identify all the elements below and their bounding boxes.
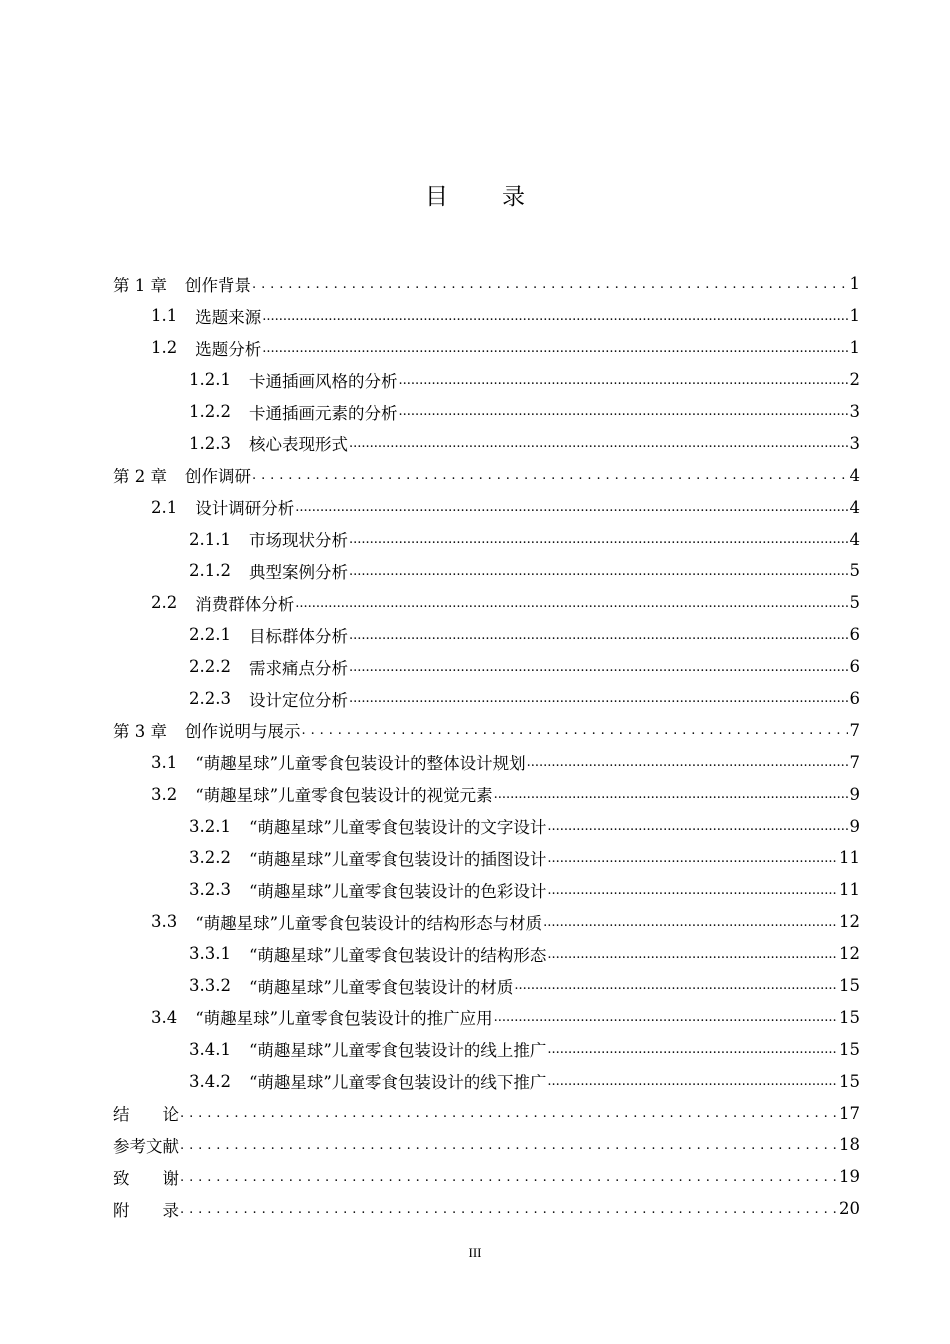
toc-entry-page: 15 [839, 1007, 860, 1027]
toc-entry-page: 6 [849, 689, 860, 709]
toc-entry-number: 1.2 [151, 338, 178, 358]
toc-dot-leader [398, 402, 847, 422]
toc-entry[interactable] [113, 714, 860, 746]
toc-dot-leader [543, 912, 837, 932]
toc-entry[interactable] [113, 364, 860, 396]
toc-entry-page: 9 [849, 784, 860, 804]
toc-entry[interactable] [113, 1065, 860, 1097]
toc-dot-leader [180, 1167, 837, 1187]
toc-dot-leader [398, 370, 847, 390]
toc-entry-title: 卡通插画风格的分析 [248, 371, 398, 391]
toc-entry-title: 附 录 [113, 1200, 179, 1220]
toc-entry-title: “萌趣星球”儿童零食包装设计的色彩设计 [248, 881, 547, 901]
toc-entry-number: 1.2.3 [189, 433, 231, 453]
toc-dot-leader [494, 784, 848, 804]
toc-dot-leader [349, 529, 848, 549]
toc-dot-leader [252, 274, 848, 294]
toc-entry-number: 第 2 章 [113, 467, 167, 487]
table-of-contents [113, 268, 860, 1225]
toc-entry-number: 3.4.1 [189, 1039, 231, 1059]
toc-entry-page: 6 [849, 625, 860, 645]
toc-entry-page: 12 [839, 912, 860, 932]
page-number-footer: III [468, 1245, 482, 1260]
toc-entry-title: “萌趣星球”儿童零食包装设计的结构形态与材质 [195, 913, 543, 933]
toc-entry[interactable] [113, 970, 860, 1002]
toc-entry-title: 市场现状分析 [248, 531, 348, 551]
toc-entry-page: 17 [839, 1103, 860, 1123]
toc-entry-title: 目标群体分析 [248, 626, 348, 646]
toc-entry-page: 4 [849, 497, 860, 517]
toc-entry-number: 3.3.2 [189, 976, 231, 996]
toc-dot-leader [349, 657, 848, 677]
toc-entry-number: 3.2 [151, 784, 178, 804]
toc-entry-title: 选题来源 [195, 307, 262, 327]
toc-dot-leader [494, 1008, 837, 1028]
toc-entry-number: 3.3.1 [189, 944, 231, 964]
toc-entry-title: “萌趣星球”儿童零食包装设计的线上推广 [248, 1041, 547, 1061]
toc-entry-title: 创作说明与展示 [185, 722, 301, 742]
toc-entry[interactable] [113, 1161, 860, 1193]
toc-entry[interactable] [113, 683, 860, 715]
toc-entry-page: 19 [839, 1167, 860, 1187]
toc-entry-page: 9 [849, 816, 860, 836]
toc-entry-page: 18 [839, 1135, 860, 1155]
toc-entry[interactable] [113, 300, 860, 332]
toc-entry-number: 2.1 [151, 497, 178, 517]
toc-entry-page: 11 [839, 848, 860, 868]
toc-entry[interactable] [113, 651, 860, 683]
toc-entry[interactable] [113, 1033, 860, 1065]
toc-entry-title: 创作背景 [185, 275, 251, 295]
toc-entry[interactable] [113, 619, 860, 651]
toc-entry[interactable] [113, 587, 860, 619]
toc-dot-leader [547, 1039, 837, 1059]
toc-dot-leader [180, 1199, 837, 1219]
toc-entry[interactable] [113, 459, 860, 491]
toc-entry-number: 3.3 [151, 912, 178, 932]
toc-entry[interactable] [113, 746, 860, 778]
toc-entry-number: 3.4.2 [189, 1071, 231, 1091]
toc-dot-leader [180, 1103, 837, 1123]
toc-entry-number: 1.1 [151, 306, 178, 326]
toc-entry-title: 卡通插画元素的分析 [248, 403, 398, 423]
toc-entry-number: 3.2.1 [189, 816, 231, 836]
toc-dot-leader [547, 944, 837, 964]
toc-entry-title: 核心表现形式 [248, 435, 348, 455]
toc-entry-title: 设计定位分析 [248, 690, 348, 710]
toc-entry[interactable] [113, 523, 860, 555]
toc-dot-leader [295, 593, 847, 613]
toc-entry[interactable] [113, 1001, 860, 1033]
toc-entry-number: 2.1.2 [189, 561, 231, 581]
toc-entry-number: 2.1.1 [189, 529, 231, 549]
toc-entry[interactable] [113, 396, 860, 428]
toc-entry-number: 3.4 [151, 1007, 178, 1027]
toc-entry-number: 1.2.2 [189, 402, 231, 421]
toc-entry-title: “萌趣星球”儿童零食包装设计的插图设计 [248, 849, 547, 869]
toc-entry-number: 2.2 [151, 593, 178, 613]
page-title [0, 178, 950, 211]
toc-entry-number: 3.1 [151, 752, 178, 772]
toc-entry-title: 选题分析 [195, 339, 262, 359]
toc-entry-page: 5 [849, 593, 860, 613]
toc-entry-title: “萌趣星球”儿童零食包装设计的材质 [248, 977, 514, 997]
toc-dot-leader [349, 561, 848, 581]
toc-entry-page: 20 [839, 1199, 860, 1219]
toc-entry-page: 1 [849, 274, 860, 294]
toc-entry-page: 1 [849, 306, 860, 326]
toc-entry[interactable] [113, 842, 860, 874]
toc-entry[interactable] [113, 810, 860, 842]
toc-entry-number: 3.2.3 [189, 880, 231, 900]
toc-entry[interactable] [113, 427, 860, 459]
toc-entry-title: “萌趣星球”儿童零食包装设计的推广应用 [195, 1009, 493, 1029]
toc-entry-number: 2.2.1 [189, 625, 231, 645]
toc-entry-number: 3.2.2 [189, 848, 231, 868]
toc-entry-number: 1.2.1 [189, 370, 231, 390]
toc-entry[interactable] [113, 938, 860, 970]
toc-entry-title: 致 谢 [113, 1168, 179, 1188]
toc-dot-leader [302, 721, 848, 741]
toc-entry-number: 第 1 章 [113, 275, 167, 295]
toc-dot-leader [349, 625, 848, 645]
toc-entry-page: 7 [849, 752, 860, 772]
toc-entry-page: 12 [839, 944, 860, 964]
toc-entry-title: 需求痛点分析 [248, 658, 348, 678]
toc-entry-page: 2 [849, 370, 860, 390]
toc-entry-page: 3 [849, 402, 860, 421]
toc-entry-number: 2.2.3 [189, 689, 231, 709]
title-char-2: 录 [502, 184, 525, 210]
toc-dot-leader [527, 752, 848, 772]
toc-entry-title: 消费群体分析 [195, 594, 295, 614]
toc-entry-page: 11 [839, 880, 860, 900]
toc-entry[interactable] [113, 906, 860, 938]
toc-entry-title: “萌趣星球”儿童零食包装设计的线下推广 [248, 1073, 547, 1093]
toc-entry[interactable] [113, 1193, 860, 1225]
toc-entry[interactable] [113, 555, 860, 587]
toc-entry-title: “萌趣星球”儿童零食包装设计的结构形态 [248, 945, 547, 965]
toc-entry-page: 15 [839, 1039, 860, 1059]
toc-entry[interactable] [113, 778, 860, 810]
toc-dot-leader [514, 976, 837, 996]
toc-entry-page: 7 [849, 720, 860, 740]
toc-entry[interactable] [113, 332, 860, 364]
toc-entry-title: “萌趣星球”儿童零食包装设计的视觉元素 [195, 786, 493, 806]
toc-entry-title: 典型案例分析 [248, 562, 348, 582]
toc-entry-page: 3 [849, 433, 860, 453]
toc-entry-title: 参考文献 [113, 1136, 179, 1156]
toc-entry[interactable] [113, 874, 860, 906]
toc-entry-number: 第 3 章 [113, 722, 167, 742]
toc-dot-leader [349, 434, 848, 454]
toc-entry[interactable] [113, 268, 860, 300]
toc-entry-title: 创作调研 [185, 467, 251, 487]
toc-dot-leader [547, 1071, 837, 1091]
toc-entry[interactable] [113, 491, 860, 523]
title-char-1: 目 [425, 184, 448, 210]
toc-entry-title: “萌趣星球”儿童零食包装设计的整体设计规划 [195, 754, 526, 774]
toc-entry-page: 15 [839, 976, 860, 996]
toc-entry-page: 4 [849, 465, 860, 485]
toc-dot-leader [547, 880, 837, 900]
toc-dot-leader [180, 1135, 837, 1155]
toc-entry-title: 设计调研分析 [195, 499, 295, 519]
toc-dot-leader [547, 816, 847, 836]
toc-dot-leader [295, 497, 847, 517]
toc-entry-page: 5 [849, 561, 860, 581]
toc-entry-page: 6 [849, 657, 860, 677]
toc-dot-leader [349, 689, 848, 709]
toc-entry-number: 2.2.2 [189, 657, 231, 677]
toc-dot-leader [262, 338, 847, 358]
toc-entry[interactable] [113, 1097, 860, 1129]
toc-entry-title: 结 论 [113, 1105, 179, 1125]
toc-entry-title: “萌趣星球”儿童零食包装设计的文字设计 [248, 818, 547, 838]
toc-entry-page: 1 [849, 338, 860, 358]
toc-entry[interactable] [113, 1129, 860, 1161]
toc-entry-page: 4 [849, 529, 860, 549]
toc-entry-page: 15 [839, 1071, 860, 1091]
toc-dot-leader [252, 465, 848, 485]
toc-dot-leader [262, 306, 847, 326]
toc-dot-leader [547, 848, 837, 868]
